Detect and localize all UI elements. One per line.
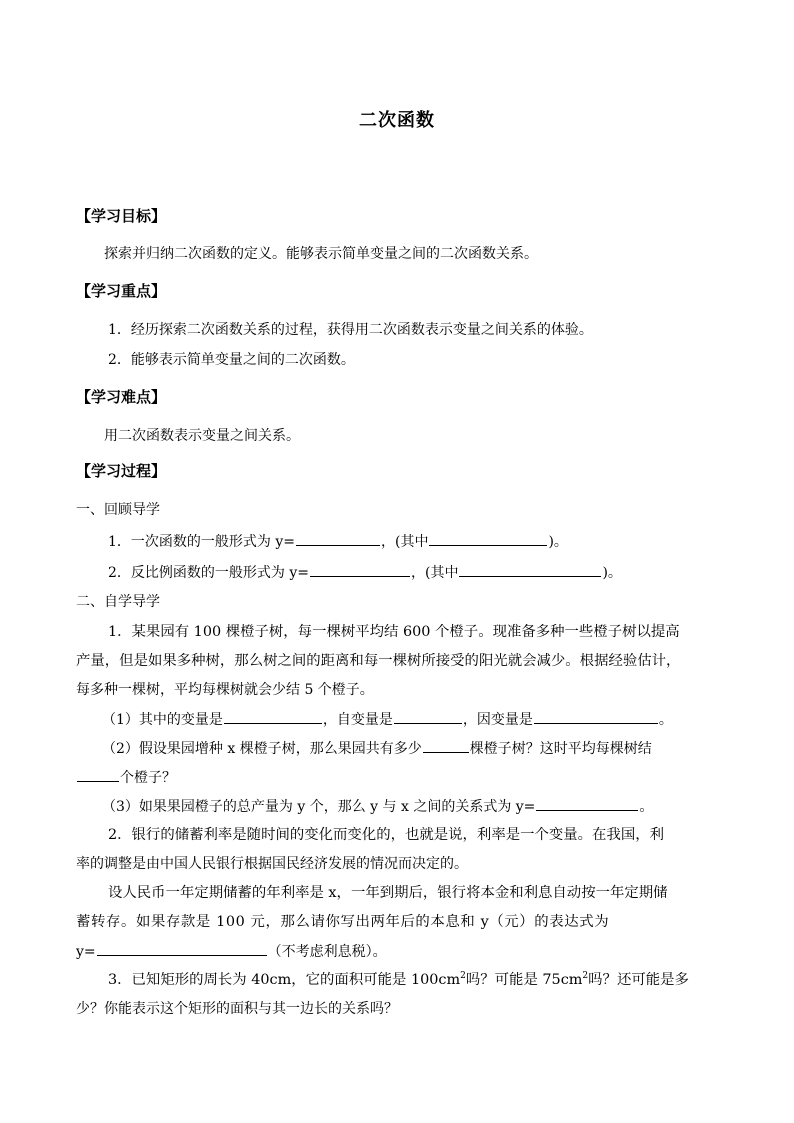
s1-text-a: （1）其中的变量是 bbox=[102, 712, 223, 728]
sub-question-2-cont bbox=[76, 767, 176, 788]
q2-text-a: 2．反比例函数的一般形式为 y= bbox=[108, 565, 309, 581]
s2-text-c: 个橙子？ bbox=[120, 770, 176, 786]
s3-text-b: 。 bbox=[639, 799, 654, 815]
section-key-points: 【学习重点】 bbox=[76, 282, 167, 300]
page-title: 二次函数 bbox=[359, 110, 435, 131]
sub-question-2 bbox=[102, 738, 652, 759]
s1-text-c: ，因变量是 bbox=[462, 712, 533, 728]
answer-blank[interactable] bbox=[536, 796, 638, 811]
answer-blank[interactable] bbox=[310, 562, 410, 577]
sub-question-3 bbox=[102, 796, 653, 817]
problem-2-line-5 bbox=[76, 941, 387, 962]
superscript-2: 2 bbox=[582, 971, 589, 982]
s2-text-b: 棵橙子树？这时平均每棵树结 bbox=[469, 741, 652, 757]
review-heading: 一、回顾导学 bbox=[76, 502, 160, 518]
answer-blank[interactable] bbox=[97, 941, 267, 956]
problem-1-line-2: 产量，但是如果多种树，那么树之间的距离和每一棵树所接受的阳光就会减少。根据经验估计， bbox=[76, 653, 681, 669]
review-question-1 bbox=[108, 531, 568, 552]
answer-blank[interactable] bbox=[296, 531, 380, 546]
review-question-2 bbox=[108, 562, 622, 583]
q1-text-b: ，(其中 bbox=[381, 534, 429, 550]
answer-blank[interactable] bbox=[224, 709, 322, 724]
difficulties-text: 用二次函数表示变量之间关系。 bbox=[104, 428, 300, 444]
key-point-2: 2．能够表示简单变量之间的二次函数。 bbox=[108, 352, 355, 368]
problem-2-line-3: 设人民币一年定期储蓄的年利率是 x，一年到期后，银行将本金和利息自动按一年定期储 bbox=[108, 885, 668, 901]
problem-1-line-1: 1．某果园有 100 棵橙子树，每一棵树平均结 600 个橙子。现准备多种一些橙子树以提高 bbox=[108, 624, 680, 640]
section-process: 【学习过程】 bbox=[76, 462, 167, 480]
problem-2-line-1: 2．银行的储蓄利率是随时间的变化而变化的，也就是说，利率是一个变量。在我国，利 bbox=[108, 827, 665, 843]
superscript-2: 2 bbox=[460, 971, 466, 982]
answer-blank[interactable] bbox=[77, 767, 119, 782]
p3-text-c: 吗？还可能是多 bbox=[588, 972, 689, 988]
s3-text-a: （3）如果果园橙子的总产量为 y 个，那么 y 与 x 之间的关系式为 y= bbox=[102, 799, 536, 815]
p2-text-y: y= bbox=[76, 944, 96, 960]
q2-text-c: )。 bbox=[602, 565, 622, 581]
self-study-heading: 二、自学导学 bbox=[76, 594, 160, 610]
answer-blank[interactable] bbox=[534, 709, 658, 724]
problem-3-line-2: 少？你能表示这个矩形的面积与其一边长的关系吗？ bbox=[76, 1001, 398, 1017]
q1-text-a: 1．一次函数的一般形式为 y= bbox=[108, 534, 295, 550]
answer-blank[interactable] bbox=[423, 738, 469, 753]
q2-text-b: ，(其中 bbox=[411, 565, 459, 581]
section-difficulties: 【学习难点】 bbox=[76, 388, 167, 406]
objectives-text: 探索并归纳二次函数的定义。能够表示简单变量之间的二次函数关系。 bbox=[104, 246, 538, 262]
s1-text-b: ，自变量是 bbox=[322, 712, 393, 728]
problem-2-line-2: 率的调整是由中国人民银行根据国民经济发展的情况而决定的。 bbox=[76, 856, 468, 872]
problem-3-line-1 bbox=[108, 970, 689, 990]
problem-2-line-4: 蓄转存。如果存款是 100 元，那么请你写出两年后的本息和 y（元）的表达式为 bbox=[76, 914, 610, 930]
section-objectives: 【学习目标】 bbox=[76, 207, 167, 225]
problem-1-line-3: 每多种一棵树，平均每棵树就会少结 5 个橙子。 bbox=[76, 682, 374, 698]
answer-blank[interactable] bbox=[459, 562, 601, 577]
s1-text-d: 。 bbox=[658, 712, 673, 728]
key-point-1: 1．经历探索二次函数关系的过程，获得用二次函数表示变量之间关系的体验。 bbox=[108, 322, 593, 338]
answer-blank[interactable] bbox=[429, 531, 547, 546]
s2-text-a: （2）假设果园增种 x 棵橙子树，那么果园共有多少 bbox=[102, 741, 422, 757]
p2-text-note: （不考虑利息税）。 bbox=[267, 944, 387, 960]
answer-blank[interactable] bbox=[394, 709, 462, 724]
p3-text-b: 吗？可能是 75cm bbox=[465, 972, 583, 988]
sub-question-1 bbox=[102, 709, 673, 730]
p3-text-a: 3．已知矩形的周长为 40cm，它的面积可能是 100cm bbox=[108, 972, 461, 988]
q1-text-c: )。 bbox=[548, 534, 568, 550]
